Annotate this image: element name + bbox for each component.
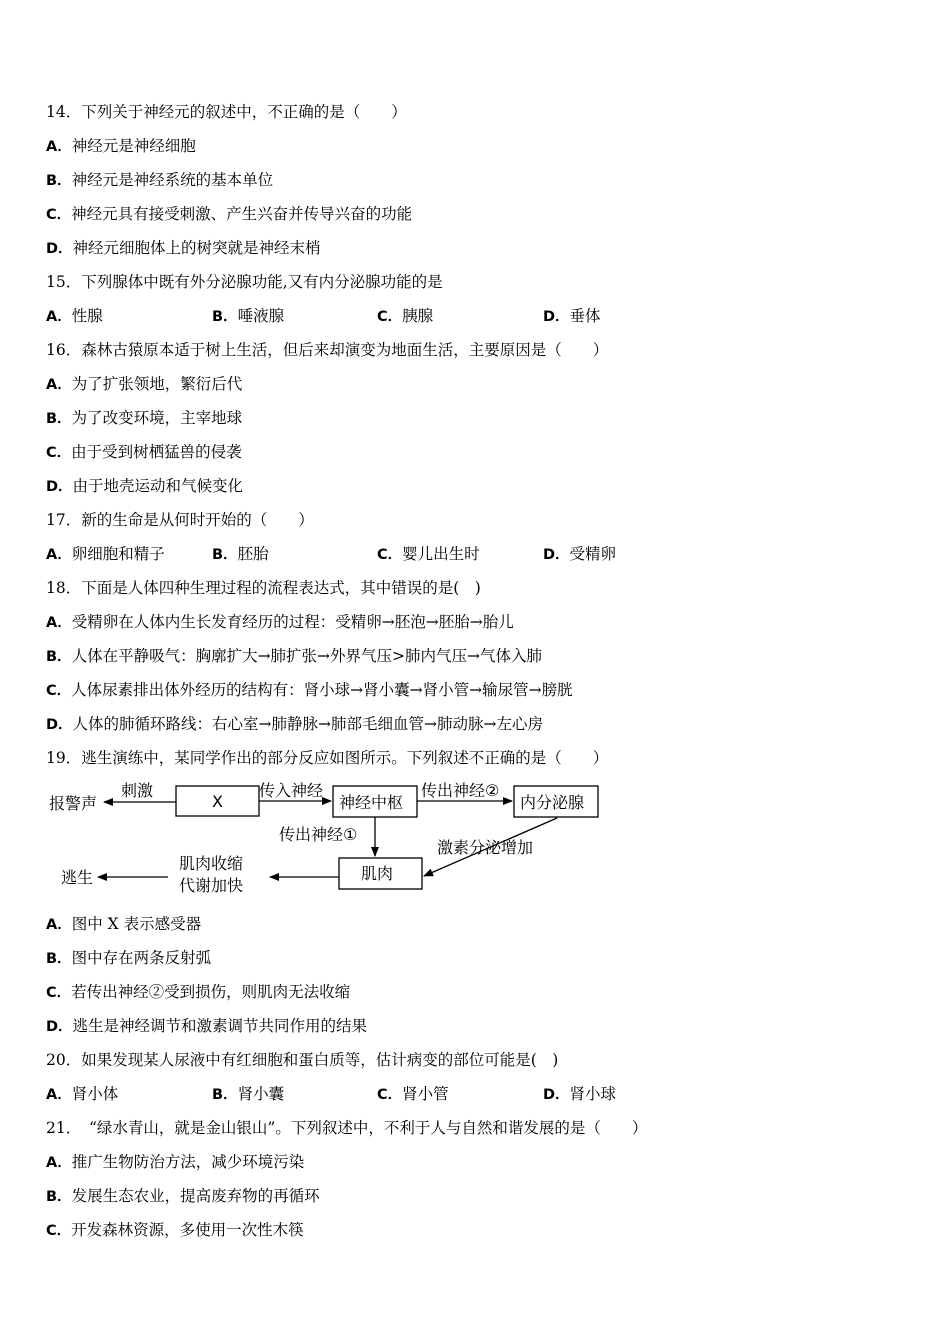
option-label: D． bbox=[46, 241, 73, 257]
option-text: 神经元细胞体上的树突就是神经末梢 bbox=[72, 239, 321, 257]
option-text: 图中存在两条反射弧 bbox=[71, 949, 212, 967]
label-hormone: 激素分泌增加 bbox=[437, 838, 534, 857]
option-label: C． bbox=[46, 1223, 72, 1239]
option-text: 由于受到树栖猛兽的侵袭 bbox=[71, 443, 242, 461]
option-label: B． bbox=[212, 547, 238, 563]
question-19-stem: 19．逃生演练中，某同学作出的部分反应如图所示。下列叙述不正确的是（ ） bbox=[46, 749, 609, 767]
label-endocrine-gland: 内分泌腺 bbox=[520, 793, 585, 812]
option-label: A． bbox=[46, 377, 72, 393]
question-20-option-c bbox=[377, 1084, 449, 1105]
option-text: 人体尿素排出体外经历的结构有：肾小球→肾小囊→肾小管→输尿管→膀胱 bbox=[71, 681, 573, 699]
option-label: C． bbox=[46, 207, 72, 223]
option-label: B． bbox=[46, 411, 72, 427]
option-text: 肾小球 bbox=[569, 1085, 617, 1103]
option-label: A． bbox=[46, 917, 72, 933]
option-text: 肾小管 bbox=[402, 1085, 449, 1103]
option-label: C． bbox=[377, 309, 403, 325]
option-label: C． bbox=[46, 985, 72, 1001]
label-muscle: 肌肉 bbox=[361, 864, 394, 883]
option-text: 为了改变环境，主宰地球 bbox=[71, 409, 243, 427]
question-16-stem: 16．森林古猿原本适于树上生活，但后来却演变为地面生活，主要原因是（ ） bbox=[46, 341, 609, 359]
option-text: 卵细胞和精子 bbox=[71, 545, 165, 563]
question-19-option-c bbox=[46, 982, 350, 1003]
question-20-option-b bbox=[212, 1084, 284, 1105]
question-21-option-c bbox=[46, 1220, 304, 1241]
question-17-stem: 17．新的生命是从何时开始的（ ） bbox=[46, 511, 314, 529]
option-label: D． bbox=[46, 717, 73, 733]
option-label: D． bbox=[543, 309, 570, 325]
option-text: 性腺 bbox=[71, 307, 103, 325]
option-text: 由于地壳运动和气候变化 bbox=[72, 477, 244, 495]
option-text: 受精卵在人体内生长发育经历的过程：受精卵→胚泡→胚胎→胎儿 bbox=[71, 613, 514, 631]
option-text: 肾小体 bbox=[71, 1085, 119, 1103]
label-nerve-center: 神经中枢 bbox=[339, 793, 404, 812]
option-text: 人体的肺循环路线：右心室→肺静脉→肺部毛细血管→肺动脉→左心房 bbox=[72, 715, 543, 733]
option-text: 逃生是神经调节和激素调节共同作用的结果 bbox=[72, 1017, 368, 1035]
question-20-option-a bbox=[46, 1084, 118, 1105]
question-14-stem: 14．下列关于神经元的叙述中，不正确的是（ ） bbox=[46, 103, 407, 121]
question-18-stem: 18．下面是人体四种生理过程的流程表达式，其中错误的是( ) bbox=[46, 579, 481, 597]
option-label: B． bbox=[46, 1189, 72, 1205]
option-text: 神经元具有接受刺激、产生兴奋并传导兴奋的功能 bbox=[71, 205, 413, 223]
option-label: C． bbox=[377, 547, 403, 563]
question-19-option-a bbox=[46, 914, 201, 935]
option-text: 肾小囊 bbox=[237, 1085, 285, 1103]
option-label: A． bbox=[46, 1087, 72, 1103]
option-text: 推广生物防治方法，减少环境污染 bbox=[71, 1153, 305, 1171]
label-efferent-1: 传出神经① bbox=[279, 825, 358, 844]
option-text: 图中 X 表示感受器 bbox=[71, 915, 202, 933]
label-escape: 逃生 bbox=[61, 868, 94, 887]
option-text: 受精卵 bbox=[569, 545, 617, 563]
option-label: D． bbox=[543, 547, 570, 563]
option-label: D． bbox=[543, 1087, 570, 1103]
option-label: B． bbox=[46, 649, 72, 665]
label-muscle-contract: 肌肉收缩 bbox=[179, 854, 244, 873]
option-label: D． bbox=[46, 479, 73, 495]
label-x: X bbox=[212, 792, 223, 811]
question-15-stem: 15．下列腺体中既有外分泌腺功能,又有内分泌腺功能的是 bbox=[46, 273, 443, 291]
option-text: 神经元是神经系统的基本单位 bbox=[71, 171, 274, 189]
question-19-option-b bbox=[46, 948, 211, 969]
option-text: 胰腺 bbox=[402, 307, 434, 325]
option-label: A． bbox=[46, 1155, 72, 1171]
option-label: B． bbox=[46, 173, 72, 189]
option-text: 开发森林资源，多使用一次性木筷 bbox=[71, 1221, 304, 1239]
question-21-option-b bbox=[46, 1186, 320, 1207]
option-label: C． bbox=[377, 1087, 403, 1103]
question-20-stem: 20．如果发现某人尿液中有红细胞和蛋白质等，估计病变的部位可能是( ) bbox=[46, 1051, 559, 1069]
option-text: 为了扩张领地，繁衍后代 bbox=[71, 375, 243, 393]
option-text: 胚胎 bbox=[237, 545, 269, 563]
option-text: 婴儿出生时 bbox=[402, 545, 480, 563]
option-label: A． bbox=[46, 139, 72, 155]
question-21-option-a bbox=[46, 1152, 304, 1173]
label-efferent-2: 传出神经② bbox=[421, 781, 500, 800]
label-alarm: 报警声 bbox=[49, 794, 98, 813]
option-text: 发展生态农业，提高废弃物的再循环 bbox=[71, 1187, 320, 1205]
option-text: 人体在平静吸气：胸廓扩大→肺扩张→外界气压>肺内气压→气体入肺 bbox=[71, 647, 543, 665]
option-label: A． bbox=[46, 547, 72, 563]
option-label: C． bbox=[46, 683, 72, 699]
option-label: B． bbox=[46, 951, 72, 967]
question-21-stem: 21． “绿水青山，就是金山银山”。下列叙述中，不利于人与自然和谐发展的是（ ） bbox=[46, 1119, 648, 1137]
option-label: A． bbox=[46, 309, 72, 325]
option-text: 若传出神经②受到损伤，则肌肉无法收缩 bbox=[71, 983, 351, 1001]
option-label: D． bbox=[46, 1019, 73, 1035]
option-label: B． bbox=[212, 309, 238, 325]
option-text: 神经元是神经细胞 bbox=[71, 137, 196, 155]
label-stimulus: 刺激 bbox=[121, 781, 154, 800]
option-label: B． bbox=[212, 1087, 238, 1103]
label-metabolism: 代谢加快 bbox=[179, 876, 244, 895]
option-text: 垂体 bbox=[569, 307, 601, 325]
question-19-option-d bbox=[46, 1016, 367, 1037]
question-20-option-d bbox=[543, 1084, 616, 1105]
option-text: 唾液腺 bbox=[237, 307, 285, 325]
option-label: A． bbox=[46, 615, 72, 631]
option-label: C． bbox=[46, 445, 72, 461]
label-afferent: 传入神经 bbox=[259, 781, 324, 800]
